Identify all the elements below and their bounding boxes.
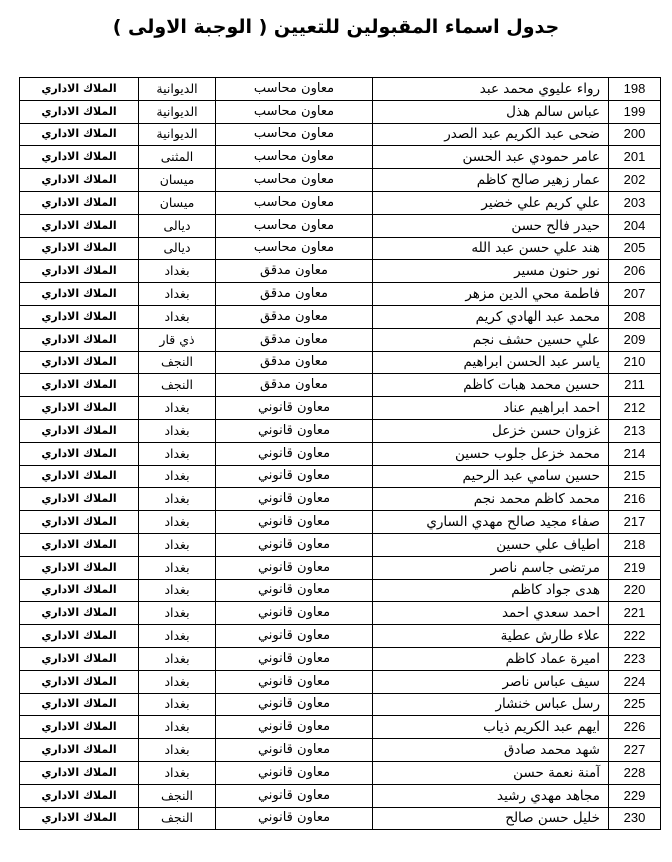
category-cell: الملاك الاداري: [20, 328, 139, 351]
row-number-cell: 211: [609, 374, 661, 397]
job-title-cell: معاون مدقق: [216, 328, 373, 351]
job-title-cell: معاون قانوني: [216, 784, 373, 807]
job-title-cell: معاون محاسب: [216, 78, 373, 101]
applicant-name-cell: عمار زهير صالح كاظم: [373, 169, 609, 192]
row-number-cell: 205: [609, 237, 661, 260]
applicant-name-cell: محمد عبد الهادي كريم: [373, 305, 609, 328]
category-cell: الملاك الاداري: [20, 533, 139, 556]
job-title-cell: معاون قانوني: [216, 602, 373, 625]
category-cell: الملاك الاداري: [20, 488, 139, 511]
row-number-cell: 216: [609, 488, 661, 511]
row-number-cell: 208: [609, 305, 661, 328]
applicant-name-cell: عامر حمودي عبد الحسن: [373, 146, 609, 169]
table-row: [20, 670, 661, 693]
row-number-cell: 228: [609, 761, 661, 784]
governorate-cell: بغداد: [139, 305, 216, 328]
category-cell: الملاك الاداري: [20, 602, 139, 625]
governorate-cell: بغداد: [139, 283, 216, 306]
category-cell: الملاك الاداري: [20, 693, 139, 716]
governorate-cell: بغداد: [139, 761, 216, 784]
applicant-name-cell: غزوان حسن خزعل: [373, 419, 609, 442]
applicants-table: [19, 77, 661, 830]
row-number-cell: 229: [609, 784, 661, 807]
governorate-cell: النجف: [139, 807, 216, 830]
governorate-cell: المثنى: [139, 146, 216, 169]
governorate-cell: بغداد: [139, 419, 216, 442]
job-title-cell: معاون قانوني: [216, 761, 373, 784]
table-row: [20, 442, 661, 465]
table-row: [20, 78, 661, 101]
governorate-cell: بغداد: [139, 602, 216, 625]
category-cell: الملاك الاداري: [20, 465, 139, 488]
job-title-cell: معاون مدقق: [216, 351, 373, 374]
applicant-name-cell: رواء عليوي محمد عبد: [373, 78, 609, 101]
job-title-cell: معاون محاسب: [216, 146, 373, 169]
category-cell: الملاك الاداري: [20, 283, 139, 306]
row-number-cell: 227: [609, 739, 661, 762]
applicant-name-cell: اميرة عماد كاظم: [373, 647, 609, 670]
category-cell: الملاك الاداري: [20, 100, 139, 123]
table-row: [20, 237, 661, 260]
category-cell: الملاك الاداري: [20, 123, 139, 146]
category-cell: الملاك الاداري: [20, 237, 139, 260]
job-title-cell: معاون محاسب: [216, 100, 373, 123]
job-title-cell: معاون قانوني: [216, 579, 373, 602]
governorate-cell: بغداد: [139, 556, 216, 579]
job-title-cell: معاون مدقق: [216, 260, 373, 283]
applicant-name-cell: خليل حسن صالح: [373, 807, 609, 830]
row-number-cell: 221: [609, 602, 661, 625]
job-title-cell: معاون محاسب: [216, 237, 373, 260]
governorate-cell: بغداد: [139, 397, 216, 420]
governorate-cell: بغداد: [139, 716, 216, 739]
category-cell: الملاك الاداري: [20, 397, 139, 420]
job-title-cell: معاون قانوني: [216, 397, 373, 420]
applicant-name-cell: سيف عباس ناصر: [373, 670, 609, 693]
table-row: [20, 191, 661, 214]
category-cell: الملاك الاداري: [20, 169, 139, 192]
table-row: [20, 260, 661, 283]
governorate-cell: النجف: [139, 374, 216, 397]
row-number-cell: 224: [609, 670, 661, 693]
applicant-name-cell: ايهم عبد الكريم ذياب: [373, 716, 609, 739]
table-row: [20, 419, 661, 442]
row-number-cell: 200: [609, 123, 661, 146]
category-cell: الملاك الاداري: [20, 442, 139, 465]
governorate-cell: الديوانية: [139, 78, 216, 101]
governorate-cell: الديوانية: [139, 123, 216, 146]
applicant-name-cell: شهد محمد صادق: [373, 739, 609, 762]
applicant-name-cell: صفاء مجيد صالح مهدي الساري: [373, 511, 609, 534]
governorate-cell: بغداد: [139, 693, 216, 716]
table-row: [20, 169, 661, 192]
job-title-cell: معاون قانوني: [216, 511, 373, 534]
row-number-cell: 214: [609, 442, 661, 465]
category-cell: الملاك الاداري: [20, 784, 139, 807]
table-row: [20, 556, 661, 579]
governorate-cell: بغداد: [139, 260, 216, 283]
job-title-cell: معاون قانوني: [216, 419, 373, 442]
applicant-name-cell: اطياف علي حسين: [373, 533, 609, 556]
table-row: [20, 305, 661, 328]
applicant-name-cell: حسين محمد هبات كاظم: [373, 374, 609, 397]
row-number-cell: 212: [609, 397, 661, 420]
table-row: [20, 533, 661, 556]
table-row: [20, 283, 661, 306]
table-row: [20, 488, 661, 511]
applicant-name-cell: هند علي حسن عبد الله: [373, 237, 609, 260]
governorate-cell: ميسان: [139, 191, 216, 214]
applicant-name-cell: ياسر عبد الحسن ابراهيم: [373, 351, 609, 374]
row-number-cell: 210: [609, 351, 661, 374]
applicant-name-cell: نور حنون مسير: [373, 260, 609, 283]
applicant-name-cell: احمد سعدي احمد: [373, 602, 609, 625]
table-row: [20, 693, 661, 716]
row-number-cell: 223: [609, 647, 661, 670]
row-number-cell: 203: [609, 191, 661, 214]
table-row: [20, 784, 661, 807]
category-cell: الملاك الاداري: [20, 761, 139, 784]
governorate-cell: ذي قار: [139, 328, 216, 351]
applicant-name-cell: محمد خزعل جلوب حسين: [373, 442, 609, 465]
category-cell: الملاك الاداري: [20, 351, 139, 374]
governorate-cell: النجف: [139, 784, 216, 807]
applicant-name-cell: عباس سالم هذل: [373, 100, 609, 123]
row-number-cell: 222: [609, 625, 661, 648]
governorate-cell: بغداد: [139, 465, 216, 488]
applicant-name-cell: علي كريم علي خضير: [373, 191, 609, 214]
table-row: [20, 374, 661, 397]
row-number-cell: 225: [609, 693, 661, 716]
applicant-name-cell: علي حسين حشف نجم: [373, 328, 609, 351]
row-number-cell: 226: [609, 716, 661, 739]
category-cell: الملاك الاداري: [20, 305, 139, 328]
job-title-cell: معاون مدقق: [216, 283, 373, 306]
applicant-name-cell: احمد ابراهيم عناد: [373, 397, 609, 420]
category-cell: الملاك الاداري: [20, 511, 139, 534]
job-title-cell: معاون محاسب: [216, 123, 373, 146]
category-cell: الملاك الاداري: [20, 807, 139, 830]
governorate-cell: بغداد: [139, 442, 216, 465]
row-number-cell: 213: [609, 419, 661, 442]
table-row: [20, 625, 661, 648]
row-number-cell: 201: [609, 146, 661, 169]
row-number-cell: 217: [609, 511, 661, 534]
row-number-cell: 204: [609, 214, 661, 237]
governorate-cell: بغداد: [139, 670, 216, 693]
table-row: [20, 807, 661, 830]
row-number-cell: 198: [609, 78, 661, 101]
row-number-cell: 207: [609, 283, 661, 306]
applicant-name-cell: حسين سامي عبد الرحيم: [373, 465, 609, 488]
row-number-cell: 206: [609, 260, 661, 283]
category-cell: الملاك الاداري: [20, 191, 139, 214]
category-cell: الملاك الاداري: [20, 625, 139, 648]
category-cell: الملاك الاداري: [20, 716, 139, 739]
table-row: [20, 328, 661, 351]
applicant-name-cell: مجاهد مهدي رشيد: [373, 784, 609, 807]
governorate-cell: ديالى: [139, 237, 216, 260]
row-number-cell: 230: [609, 807, 661, 830]
job-title-cell: معاون محاسب: [216, 191, 373, 214]
category-cell: الملاك الاداري: [20, 260, 139, 283]
category-cell: الملاك الاداري: [20, 556, 139, 579]
category-cell: الملاك الاداري: [20, 419, 139, 442]
governorate-cell: ميسان: [139, 169, 216, 192]
governorate-cell: بغداد: [139, 533, 216, 556]
job-title-cell: معاون قانوني: [216, 488, 373, 511]
table-row: [20, 647, 661, 670]
row-number-cell: 215: [609, 465, 661, 488]
governorate-cell: ديالى: [139, 214, 216, 237]
table-row: [20, 351, 661, 374]
governorate-cell: النجف: [139, 351, 216, 374]
row-number-cell: 199: [609, 100, 661, 123]
job-title-cell: معاون قانوني: [216, 442, 373, 465]
category-cell: الملاك الاداري: [20, 78, 139, 101]
category-cell: الملاك الاداري: [20, 670, 139, 693]
job-title-cell: معاون مدقق: [216, 305, 373, 328]
governorate-cell: الديوانية: [139, 100, 216, 123]
job-title-cell: معاون محاسب: [216, 169, 373, 192]
job-title-cell: معاون قانوني: [216, 807, 373, 830]
row-number-cell: 219: [609, 556, 661, 579]
table-row: [20, 761, 661, 784]
category-cell: الملاك الاداري: [20, 739, 139, 762]
table-row: [20, 579, 661, 602]
table-row: [20, 739, 661, 762]
table-row: [20, 214, 661, 237]
category-cell: الملاك الاداري: [20, 647, 139, 670]
governorate-cell: بغداد: [139, 739, 216, 762]
table-row: [20, 146, 661, 169]
row-number-cell: 220: [609, 579, 661, 602]
category-cell: الملاك الاداري: [20, 374, 139, 397]
applicant-name-cell: محمد كاظم محمد نجم: [373, 488, 609, 511]
table-row: [20, 716, 661, 739]
job-title-cell: معاون قانوني: [216, 533, 373, 556]
category-cell: الملاك الاداري: [20, 579, 139, 602]
job-title-cell: معاون قانوني: [216, 739, 373, 762]
job-title-cell: معاون مدقق: [216, 374, 373, 397]
table-row: [20, 511, 661, 534]
table-row: [20, 465, 661, 488]
applicants-table-body: [20, 78, 661, 830]
applicant-name-cell: فاطمة محي الدين مزهر: [373, 283, 609, 306]
job-title-cell: معاون محاسب: [216, 214, 373, 237]
applicant-name-cell: حيدر فالح حسن: [373, 214, 609, 237]
applicant-name-cell: علاء طارش عطية: [373, 625, 609, 648]
job-title-cell: معاون قانوني: [216, 716, 373, 739]
job-title-cell: معاون قانوني: [216, 693, 373, 716]
applicant-name-cell: مرتضى جاسم ناصر: [373, 556, 609, 579]
applicant-name-cell: آمنة نعمة حسن: [373, 761, 609, 784]
table-row: [20, 100, 661, 123]
row-number-cell: 209: [609, 328, 661, 351]
table-row: [20, 397, 661, 420]
category-cell: الملاك الاداري: [20, 146, 139, 169]
job-title-cell: معاون قانوني: [216, 625, 373, 648]
table-row: [20, 602, 661, 625]
job-title-cell: معاون قانوني: [216, 465, 373, 488]
job-title-cell: معاون قانوني: [216, 647, 373, 670]
job-title-cell: معاون قانوني: [216, 670, 373, 693]
governorate-cell: بغداد: [139, 625, 216, 648]
table-row: [20, 123, 661, 146]
governorate-cell: بغداد: [139, 579, 216, 602]
applicant-name-cell: ضحى عبد الكريم عبد الصدر: [373, 123, 609, 146]
applicant-name-cell: رسل عباس خنشار: [373, 693, 609, 716]
governorate-cell: بغداد: [139, 511, 216, 534]
job-title-cell: معاون قانوني: [216, 556, 373, 579]
applicant-name-cell: هدى جواد كاظم: [373, 579, 609, 602]
row-number-cell: 202: [609, 169, 661, 192]
category-cell: الملاك الاداري: [20, 214, 139, 237]
row-number-cell: 218: [609, 533, 661, 556]
page-title: جدول اسماء المقبولين للتعيين ( الوجبة الاولى ): [112, 16, 560, 38]
governorate-cell: بغداد: [139, 488, 216, 511]
governorate-cell: بغداد: [139, 647, 216, 670]
